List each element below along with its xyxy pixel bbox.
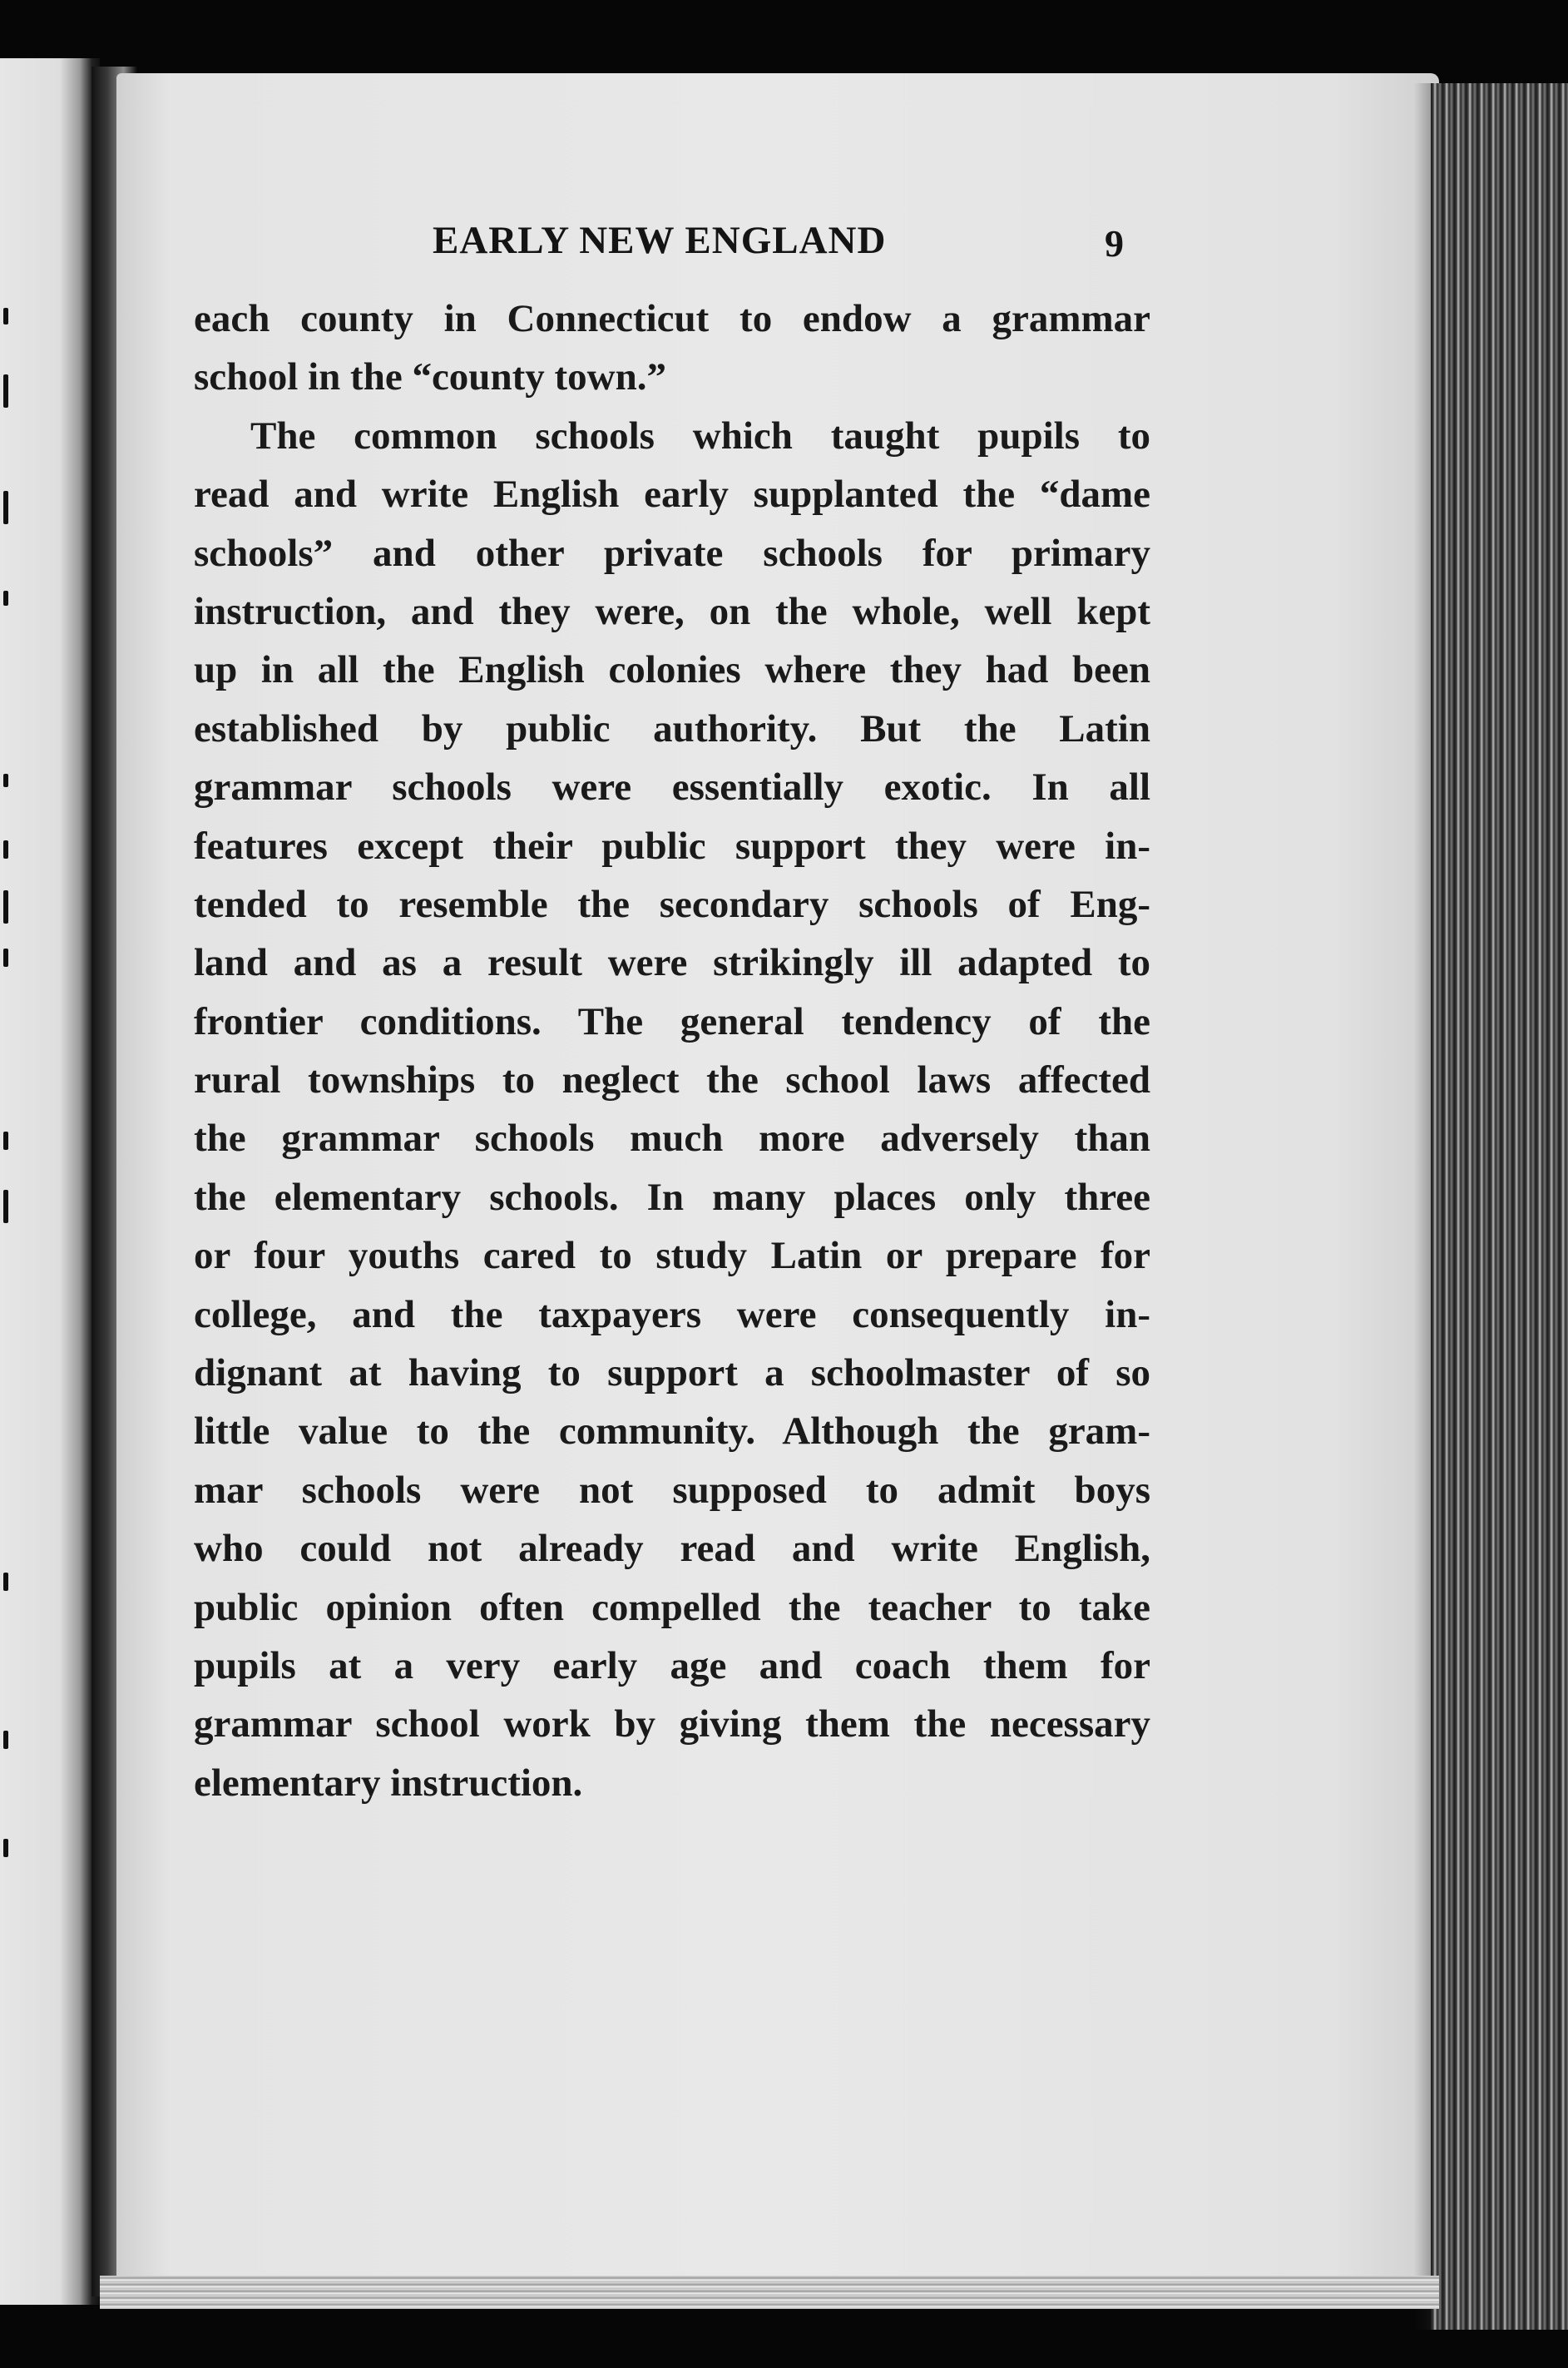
text-line: features except their public support they were in- [194,824,1150,868]
running-head: EARLY NEW ENGLAND [433,219,887,262]
page-edge-mark [3,491,8,524]
text-line: rural townships to neglect the school laws affected [194,1058,1150,1102]
page-edge-mark [3,774,8,787]
text-line: little value to the community. Although the gram- [194,1409,1150,1454]
text-line: public opinion often compelled the teacher to take [194,1585,1150,1629]
text-line: the grammar schools much more adversely than [194,1117,1150,1161]
facing-page-edge [0,58,100,2305]
page-edge-mark [3,591,8,606]
page-edge-mark [3,1190,8,1223]
page-edge-mark [3,1132,8,1150]
text-line: elementary instruction. [194,1761,583,1805]
page-edge-mark [3,890,8,924]
page-header [433,218,1181,276]
book-fore-edge [1431,83,1568,2330]
text-line: land and as a result were strikingly ill adapted to [194,941,1150,985]
text-line: college, and the taxpayers were consequently in- [194,1292,1150,1336]
text-line: grammar school work by giving them the necessary [194,1702,1150,1746]
body-text [194,290,1150,1812]
page-edge-mark [3,1839,8,1857]
text-line: school in the “county town.” [194,355,666,399]
text-line: pupils at a very early age and coach them for [194,1643,1150,1687]
text-line: mar schools were not supposed to admit boys [194,1468,1150,1512]
text-line: who could not already read and write English, [194,1527,1150,1571]
text-line: each county in Connecticut to endow a grammar [194,297,1150,340]
text-line: the elementary schools. In many places only three [194,1175,1150,1219]
page-edge-mark [3,374,8,408]
page-edge-mark [3,949,8,967]
text-line: tended to resemble the secondary schools of Eng- [194,882,1150,926]
page-edge-mark [3,840,8,859]
page-number: 9 [1105,222,1125,265]
page-edge-mark [3,1573,8,1591]
text-line: read and write English early supplanted the “dame [194,473,1150,517]
text-line: instruction, and they were, on the whole, well kept [194,589,1150,633]
text-line: The common schools which taught pupils to [250,414,1150,458]
text-line: dignant at having to support a schoolmaster of so [194,1351,1150,1395]
text-line: established by public authority. But the Latin [194,706,1150,751]
page-edge-mark [3,1731,8,1749]
text-line: or four youths cared to study Latin or prepare for [194,1234,1150,1278]
text-line: frontier conditions. The general tendency of the [194,999,1150,1043]
text-line: schools” and other private schools for primary [194,531,1150,575]
page-edge-mark [3,308,8,324]
text-line: grammar schools were essentially exotic. In all [194,765,1150,810]
text-line: up in all the English colonies where they had been [194,648,1150,692]
book-bottom-edge [100,2276,1439,2309]
